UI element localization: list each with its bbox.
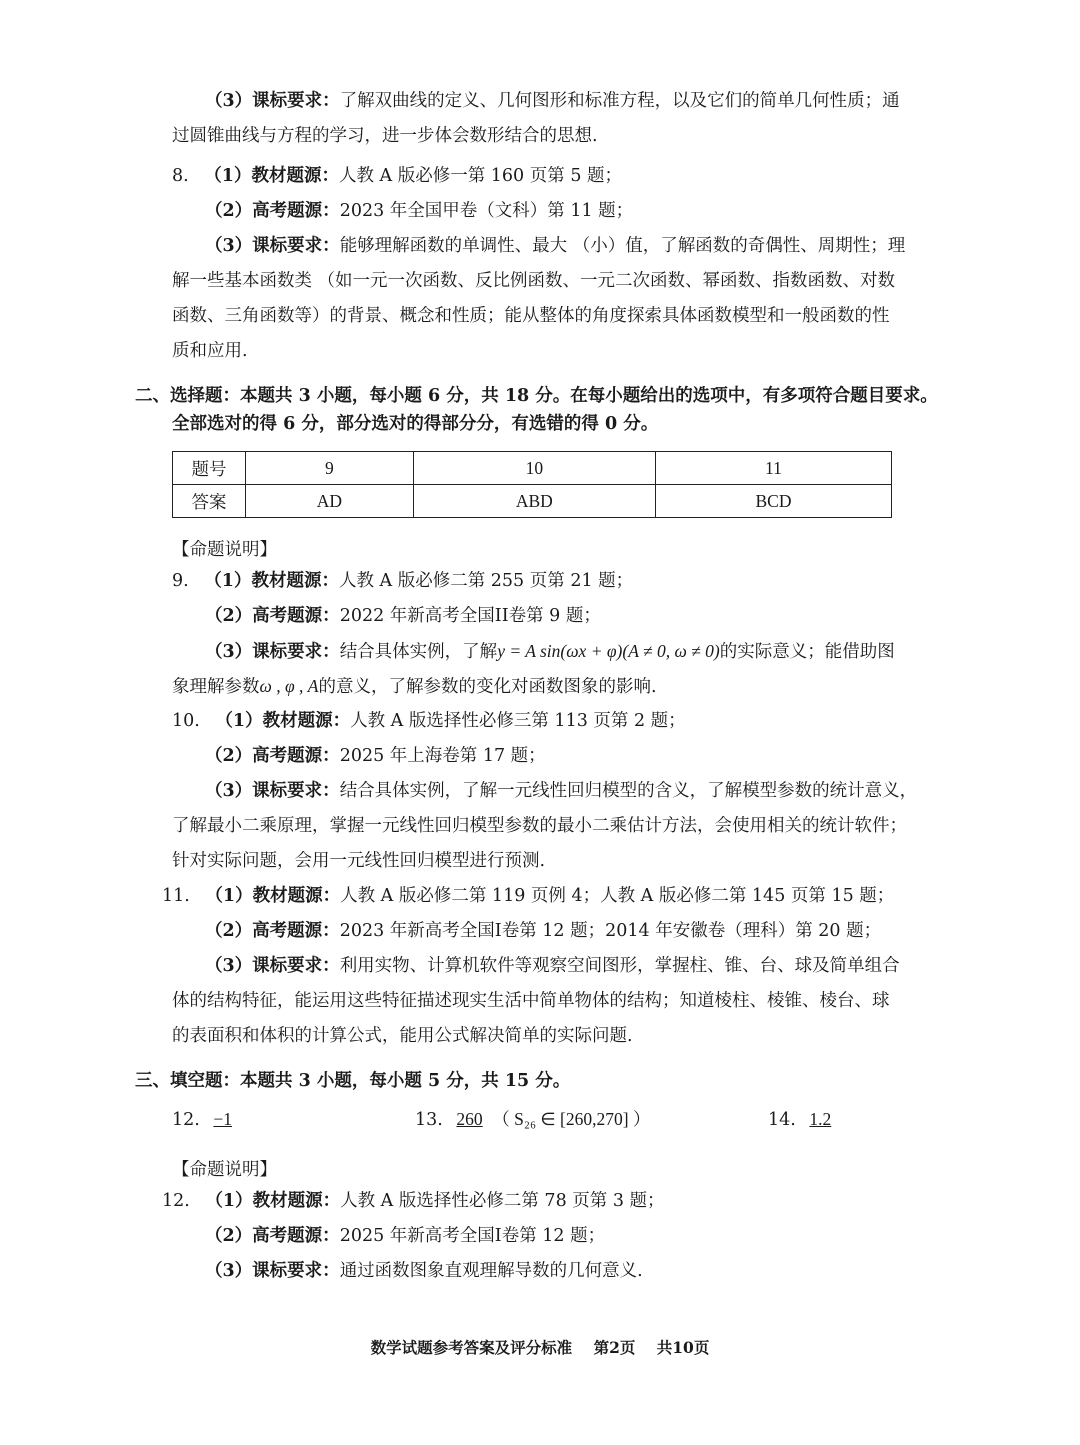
q10-number: 10. [172,711,200,731]
section2-heading-line2: 全部选对的得 6 分，部分选对的得部分分，有选错的得 0 分。 [172,414,659,434]
q12-number: 12. [162,1191,190,1211]
q10-s3-text-l1: 结合具体实例，了解一元线性回归模型的含义，了解模型参数的统计意义， [339,781,918,801]
table-cell-answer: ABD [413,485,655,518]
q9-s1-text: 人教 A 版必修二第 255 页第 21 题； [338,571,634,591]
section3-note-label: 【命题说明】 [172,1160,277,1180]
q8-s2-label: （2）高考题源： [205,201,340,221]
answer-12-value: −1 [213,1109,233,1129]
q7-standard-text: 了解双曲线的定义、几何图形和标准方程，以及它们的简单几何性质；通 [339,91,900,111]
q10-s3-label: （3）课标要求： [205,781,340,801]
q9-params: ω , φ , A [259,676,319,696]
q9-formula: y = A sin(ωx + φ)(A ≠ 0, ω ≠ 0) [497,641,720,661]
footer-page: 第2页 [593,1338,636,1357]
table-head-number: 题号 [173,452,246,485]
q8-standard-line1 [205,233,905,259]
q10-source-textbook [172,708,686,734]
q9-s3-pre: 结合具体实例，了解 [339,642,498,662]
q11-source-exam [205,918,881,944]
q8-standard-line2: 解一些基本函数类 （如一元一次函数、反比例函数、一元二次函数、幂函数、指数函数、对数 [172,271,896,291]
table-cell-answer: BCD [655,485,891,518]
q9-source-textbook [172,568,633,594]
q11-standard-line3: 的表面积和体积的计算公式，能用公式解决简单的实际问题. [172,1026,633,1046]
q9-number: 9. [172,571,189,591]
q7-standard-line2: 过圆锥曲线与方程的学习，进一步体会数形结合的思想. [172,126,598,146]
q8-standard-line4: 质和应用. [172,341,248,361]
page-footer [0,1336,1080,1358]
q9-s3-label: （3）课标要求： [205,642,340,662]
table-cell-number: 10 [413,452,655,485]
answer-13-note: （ S₂₆ ∈ [260,270] ） [492,1109,651,1129]
answer-14-value: 1.2 [809,1109,832,1129]
section2-note-label: 【命题说明】 [172,540,277,560]
q9-source-exam [205,603,601,629]
q8-source-textbook [172,163,622,189]
table-head-answer: 答案 [173,485,246,518]
q11-s2-text: 2023 年新高考全国I卷第 12 题；2014 年安徽卷（理科）第 20 题； [339,921,882,941]
q12-s1-label: （1）教材题源： [205,1191,341,1211]
q8-s1-label: （1）教材题源： [204,166,339,186]
q11-source-textbook [162,883,894,909]
answer-13 [415,1106,650,1133]
q7-standard-line1 [205,88,900,114]
q10-source-exam [205,743,546,769]
q12-s3-label: （3）课标要求： [205,1261,340,1281]
q8-s2-text: 2023 年全国甲卷（文科）第 11 题； [339,201,634,221]
answer-table [172,451,892,518]
q10-standard-line1 [205,778,917,804]
answer-14 [768,1106,831,1133]
section2-heading-line1: 二、选择题：本题共 3 小题，每小题 6 分，共 18 分。在每小题给出的选项中，有多项符合题目要求。 [135,386,938,406]
q10-standard-line3: 针对实际问题，会用一元线性回归模型进行预测. [172,851,546,871]
section3-heading: 三、填空题：本题共 3 小题，每小题 5 分，共 15 分。 [135,1071,571,1091]
q11-s3-text-l1: 利用实物、计算机软件等观察空间图形，掌握柱、锥、台、球及简单组合 [339,956,900,976]
q11-number: 11. [162,886,190,906]
answer-13-number: 13. [415,1110,443,1130]
q9-s3-l2-pre: 象理解参数 [172,677,260,697]
answer-14-number: 14. [768,1110,796,1130]
q8-source-exam [205,198,633,224]
q12-source-exam [205,1223,605,1249]
q10-s1-label: （1）教材题源： [215,711,351,731]
q8-s1-text: 人教 A 版必修一第 160 页第 5 题； [338,166,623,186]
q11-s1-label: （1）教材题源： [205,886,341,906]
footer-title: 数学试题参考答案及评分标准 [370,1338,573,1357]
answer-12-number: 12. [172,1110,200,1130]
q9-s3-post: 的实际意义；能借助图 [719,642,895,662]
q10-standard-line2: 了解最小二乘原理，掌握一元线性回归模型参数的最小二乘估计方法，会使用相关的统计软件； [172,816,907,836]
answer-12 [172,1106,232,1133]
q9-s2-label: （2）高考题源： [205,606,340,626]
q8-standard-line3: 函数、三角函数等）的背景、概念和性质；能从整体的角度探索具体函数模型和一般函数的性 [172,306,890,326]
q9-s3-l2-post: 的意义，了解参数的变化对函数图象的影响. [318,677,657,697]
q8-number: 8. [172,166,189,186]
table-row [173,452,892,485]
q11-standard-line2: 体的结构特征，能运用这些特征描述现实生活中简单物体的结构；知道棱柱、棱锥、棱台、球 [172,991,890,1011]
q10-s2-label: （2）高考题源： [205,746,340,766]
q12-s2-text: 2025 年新高考全国I卷第 12 题； [339,1226,606,1246]
footer-total: 共10页 [656,1338,710,1357]
q11-s2-label: （2）高考题源： [205,921,340,941]
q12-source-textbook [162,1188,665,1214]
table-cell-answer: AD [246,485,414,518]
q7-standard-label: （3）课标要求： [205,91,340,111]
q9-standard-line2 [172,673,657,700]
q9-s2-text: 2022 年新高考全国II卷第 9 题； [339,606,601,626]
q12-standard-line1 [205,1258,643,1284]
q12-s1-text: 人教 A 版选择性必修二第 78 页第 3 题； [340,1191,665,1211]
q10-s1-text: 人教 A 版选择性必修三第 113 页第 2 题； [350,711,686,731]
q11-standard-line1 [205,953,900,979]
q11-s3-label: （3）课标要求： [205,956,340,976]
q10-s2-text: 2025 年上海卷第 17 题； [339,746,546,766]
q8-s3-label: （3）课标要求： [205,236,340,256]
q12-s3-text: 通过函数图象直观理解导数的几何意义. [339,1261,643,1281]
table-row [173,485,892,518]
q12-s2-label: （2）高考题源： [205,1226,340,1246]
q11-s1-text: 人教 A 版必修二第 119 页例 4；人教 A 版必修二第 145 页第 15 题； [340,886,895,906]
answer-13-value: 260 [456,1109,483,1129]
table-cell-number: 11 [655,452,891,485]
q9-standard-line1 [205,638,895,665]
q9-s1-label: （1）教材题源： [204,571,339,591]
table-cell-number: 9 [246,452,414,485]
q8-s3-text-l1: 能够理解函数的单调性、最大 （小）值，了解函数的奇偶性、周期性；理 [339,236,906,256]
